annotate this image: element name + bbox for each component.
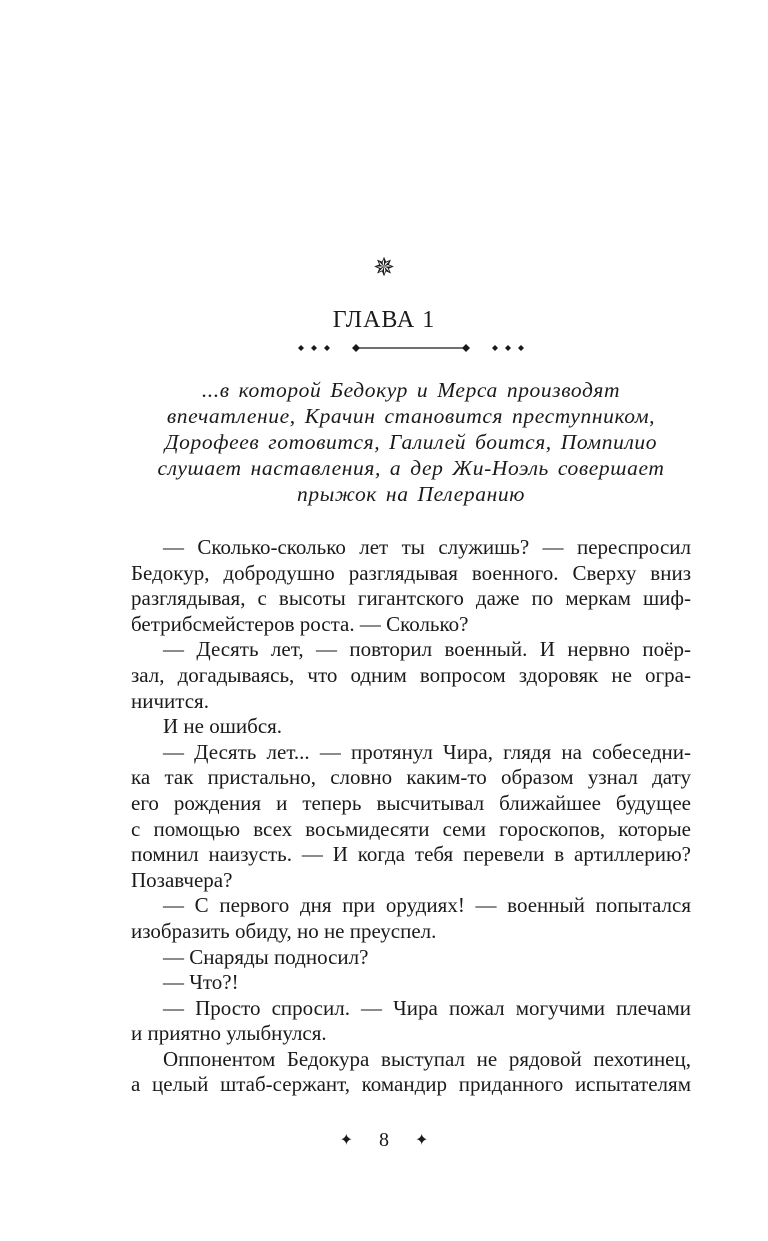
body-line: Оппонентом Бедокура выступал не рядовой пехотинец, xyxy=(163,1046,691,1071)
page-number: 8 xyxy=(379,1129,389,1151)
chapter-ornament-icon: ✵ xyxy=(373,253,395,282)
body-line: ничится. xyxy=(131,688,209,713)
divider-diamond-icon xyxy=(462,344,470,352)
footer-star-icon: ✦ xyxy=(415,1132,429,1149)
body-line: И не ошибся. xyxy=(163,714,283,739)
body-line: изобразить обиду, но не преуспел. xyxy=(131,918,437,943)
body-line: — Что?! xyxy=(163,970,239,995)
body-line: — Десять лет, — повторил военный. И нервно поёр- xyxy=(163,637,691,662)
body-text xyxy=(131,535,691,1098)
divider-diamond-icon xyxy=(324,345,330,351)
body-line: разглядывая, с высоты гигантского даже по меркам шиф- xyxy=(131,586,691,611)
body-line: а целый штаб-сержант, командир приданного испытателям xyxy=(131,1072,691,1097)
body-line: помнил наизусть. — И когда тебя перевели в артиллерию? xyxy=(131,842,691,867)
chapter-epigraph xyxy=(131,377,691,507)
body-line: — Просто спросил. — Чира пожал могучими плечами xyxy=(163,995,691,1020)
epigraph-line: Дорофеев готовится, Галилей боится, Помпилио xyxy=(164,430,658,454)
body-line: Бедокур, добродушно разглядывая военного. Сверху вниз xyxy=(131,560,691,585)
body-line: Позавчера? xyxy=(131,867,233,892)
chapter-divider xyxy=(292,340,530,356)
chapter-title: ГЛАВА 1 xyxy=(332,307,436,333)
epigraph-line: прыжок на Пелеранию xyxy=(297,482,525,506)
body-line: — Десять лет... — протянул Чира, глядя на собеседни- xyxy=(163,739,691,764)
divider-diamond-icon xyxy=(505,345,511,351)
body-line: — Снаряды подносил? xyxy=(163,944,369,969)
epigraph-line: ...в которой Бедокур и Мерса производят xyxy=(201,378,621,402)
body-line: ка так пристально, словно каким-то образом узнал дату xyxy=(131,765,691,790)
body-line: его рождения и теперь высчитывал ближайшее будущее xyxy=(131,790,691,815)
divider-diamond-icon xyxy=(492,345,498,351)
body-line: зал, догадываясь, что одним вопросом здоровяк не огра- xyxy=(131,662,691,687)
footer-star-icon: ✦ xyxy=(339,1132,353,1149)
body-line: — С первого дня при орудиях! — военный попытался xyxy=(163,893,691,918)
divider-diamond-icon xyxy=(352,344,360,352)
body-line: — Сколько-сколько лет ты служишь? — переспросил xyxy=(163,535,691,559)
divider-diamond-icon xyxy=(518,345,524,351)
divider-diamond-icon xyxy=(298,345,304,351)
body-line: и приятно улыбнулся. xyxy=(131,1021,327,1046)
divider-diamond-icon xyxy=(311,345,317,351)
body-line: бетрибсмейстеров роста. — Сколько? xyxy=(131,611,469,636)
body-line: с помощью всех восьмидесяти семи гороскопов, которые xyxy=(131,816,691,841)
epigraph-line: впечатление, Крачин становится преступником, xyxy=(166,404,656,428)
epigraph-line: слушает наставления, а дер Жи-Ноэль совершает xyxy=(157,456,665,480)
page-footer xyxy=(0,1128,768,1154)
